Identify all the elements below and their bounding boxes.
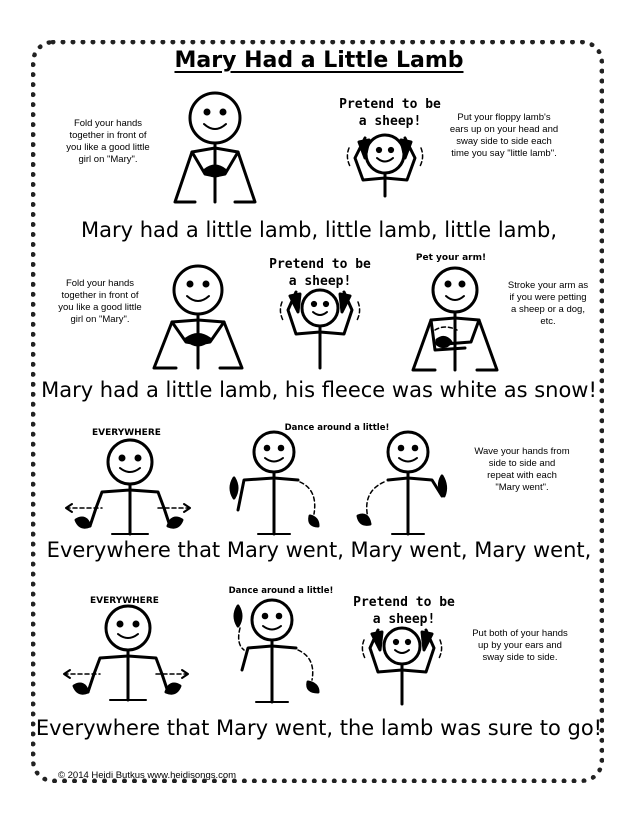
stick-figure-dance-1 bbox=[218, 430, 326, 538]
stick-figure-folded-hands-1 bbox=[170, 90, 260, 210]
label-everywhere-2: EVERYWHERE bbox=[90, 596, 159, 606]
callout-dance-2: Dance around a little! bbox=[228, 586, 334, 596]
stick-figure-sheep-ears-3 bbox=[360, 622, 444, 706]
callout-pretend-sheep-1: Pretend to be a sheep! bbox=[339, 97, 441, 129]
stick-figure-sheep-ears-2 bbox=[278, 286, 362, 370]
label-everywhere-1: EVERYWHERE bbox=[92, 428, 161, 438]
stick-figure-folded-hands-2 bbox=[148, 256, 248, 372]
note-stroke-arm: Stroke your arm as if you were petting a sheep or a dog, etc. bbox=[507, 280, 589, 327]
callout-pretend-sheep-3: Pretend to be a sheep! bbox=[353, 595, 455, 627]
stick-figure-sheep-ears-1 bbox=[343, 128, 427, 198]
lyric-line-3: Everywhere that Mary went, Mary went, Mary went, bbox=[46, 538, 592, 562]
lyric-line-4: Everywhere that Mary went, the lamb was sure to go! bbox=[35, 716, 603, 740]
note-hands-by-ears: Put both of your hands up by your ears and sway side to side. bbox=[472, 628, 568, 663]
note-wave-hands: Wave your hands from side to side and repeat with each "Mary went". bbox=[474, 446, 570, 493]
copyright-footer: © 2014 Heidi Butkus www.heidisongs.com bbox=[58, 770, 237, 781]
lyric-line-1: Mary had a little lamb, little lamb, little lamb, bbox=[81, 218, 557, 242]
note-fold-hands-2: Fold your hands together in front of you like a good little girl on "Mary". bbox=[58, 278, 142, 325]
page-title: Mary Had a Little Lamb bbox=[174, 48, 464, 73]
stick-figure-everywhere-1 bbox=[62, 438, 196, 538]
note-floppy-ears: Put your floppy lamb's ears up on your head and sway side to side each time you say "little lamb". bbox=[449, 112, 559, 159]
callout-pretend-sheep-2: Pretend to be a sheep! bbox=[269, 257, 371, 289]
stick-figure-dance-2 bbox=[348, 430, 460, 538]
stick-figure-everywhere-2 bbox=[60, 604, 194, 704]
stick-figure-dance-3 bbox=[218, 596, 326, 706]
callout-dance-1: Dance around a little! bbox=[284, 423, 390, 433]
note-fold-hands-1: Fold your hands together in front of you like a good little girl on "Mary". bbox=[66, 118, 150, 165]
callout-pet-arm: Pet your arm! bbox=[415, 253, 487, 263]
stick-figure-pet-arm bbox=[405, 264, 505, 372]
lyric-line-2: Mary had a little lamb, his fleece was white as snow! bbox=[41, 378, 597, 402]
